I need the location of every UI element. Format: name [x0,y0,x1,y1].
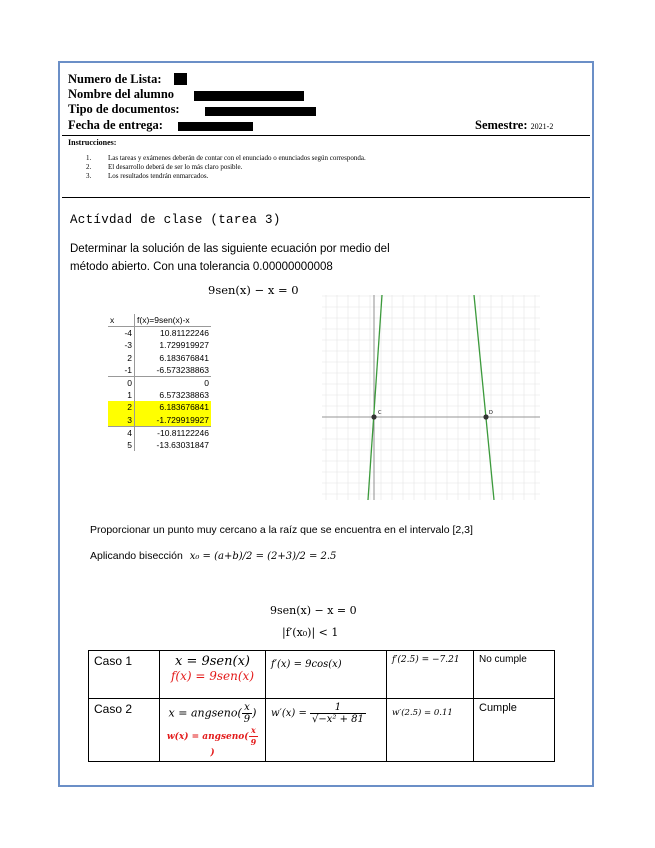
value-x: 4 [108,426,135,439]
bisection-line [90,550,336,562]
derivative-condition: |f′(x₀)| < 1 [282,626,339,639]
point-c [371,414,376,419]
case-1-derivative: f′(x) = 9cos(x) [271,659,342,670]
value-x: 2 [108,401,135,413]
instruction-item: 2. El desarrollo deberá de ser lo más claro posible. [86,163,243,171]
main-equation: 9sen(x) − x = 0 [208,283,299,297]
values-table-row [108,401,211,413]
value-x: 0 [108,376,135,389]
value-fx: -6.573238863 [156,364,209,375]
header-rule [62,135,590,136]
case-1-evaluated: f′(2.5) = −7.21 [392,655,460,665]
case-2-expr [160,699,266,762]
bisection-prefix: Aplicando bisección [90,550,183,562]
redacted-doc-type [205,107,316,116]
instruction-item: 1. Las tareas y exámenes deberán de contar con el enunciado o enunciados según corresponda. [86,154,366,162]
value-fx: 6.573238863 [159,390,209,401]
case-row [89,651,555,699]
point-d [483,414,488,419]
value-fx: 10.81122246 [159,328,209,339]
header-fx: f(x)=9sen(x)-x [135,314,212,327]
instructions-rule [62,197,590,198]
student-name-label: Nombre del alumno [68,87,175,101]
equation-repeat: 9sen(x) − x = 0 [270,604,357,617]
value-fx: 0 [135,376,212,389]
point-c-label: C [378,410,382,416]
value-fx: 1.729919927 [159,340,209,351]
case-1-result: No cumple [474,651,555,699]
point-d-label: D [489,410,493,416]
values-table-row [108,414,211,427]
case-2-derivative-cell [266,699,387,762]
case-row [89,699,555,762]
problem-line-1: Determinar la solución de las siguiente ecuación por medio del [70,243,390,255]
case-2-evaluated-cell [387,699,474,762]
values-table-header [108,314,211,327]
problem-statement [70,240,420,276]
interval-text: Proporcionar un punto muy cercano a la raíz que se encuentra en el intervalo [2,3] [90,524,473,536]
values-table-row [108,364,211,377]
activity-title: Actívdad de clase (tarea 3) [70,213,281,227]
redacted-due-date [178,122,253,131]
case-2-x-expr: x = angseno( $\frac{x}{9}$ ) [168,702,257,725]
instruction-item: 3. Los resultados tendrán enmarcados. [86,172,209,180]
value-fx: -10.81122246 [135,426,212,439]
value-x: -4 [108,327,135,340]
cases-table [88,650,555,762]
values-table-row [108,389,211,401]
case-2-w-expr: w(x) = angseno( $\frac{x}{9}$ ) [166,725,257,758]
value-fx: 6.183676841 [135,401,212,413]
value-x: -3 [108,339,135,351]
case-1-expr [160,651,266,699]
instructions-list [86,154,366,181]
value-fx: -1.729919927 [135,414,212,427]
case-1-label: Caso 1 [89,651,160,699]
case-2-derivative: w′(x) = $\frac{1}{\text{√−x² + 81}}$ [271,702,364,725]
semester-value: 2021-2 [530,122,554,131]
case-2-label: Caso 2 [89,699,160,762]
value-fx: 6.183676841 [159,352,209,363]
problem-line-2: método abierto. Con una tolerancia 0.00000000008 [70,261,333,273]
bisection-formula: x₀ = (a+b)/2 = (2+3)/2 = 2.5 [189,551,337,562]
list-number-label: Numero de Lista: [68,72,162,86]
graph-grid [322,295,540,500]
case-1-evaluated-cell [387,651,474,699]
due-date-label: Fecha de entrega: [68,118,163,132]
semester-label-text: Semestre: [475,118,528,132]
document-page [58,61,594,787]
values-table-row [108,339,211,351]
values-table-row [108,376,211,389]
semester-label [475,119,553,133]
redacted-student-name [194,91,304,101]
value-x: 2 [108,352,135,364]
value-fx: -13.63031847 [156,439,209,450]
instructions-title: Instrucciones: [68,138,117,147]
case-2-result: Cumple [474,699,555,762]
value-x: 3 [108,414,135,427]
function-graph [322,295,540,500]
value-x: 1 [108,389,135,401]
values-table-row [108,327,211,340]
case-1-x-expr: x = 9sen(x) [175,654,250,669]
values-table [108,314,211,451]
header-x: x [108,314,135,327]
case-1-f-expr: f(x) = 9sen(x) [170,669,254,683]
values-table-row [108,352,211,364]
values-table-row [108,439,211,451]
case-1-derivative-cell [266,651,387,699]
redacted-list-number [174,73,187,85]
values-table-row [108,426,211,439]
value-x: 5 [108,439,135,451]
value-x: -1 [108,364,135,377]
case-2-evaluated: w′(2.5) = 0.11 [392,708,453,718]
doc-type-label: Tipo de documentos: [68,102,180,116]
